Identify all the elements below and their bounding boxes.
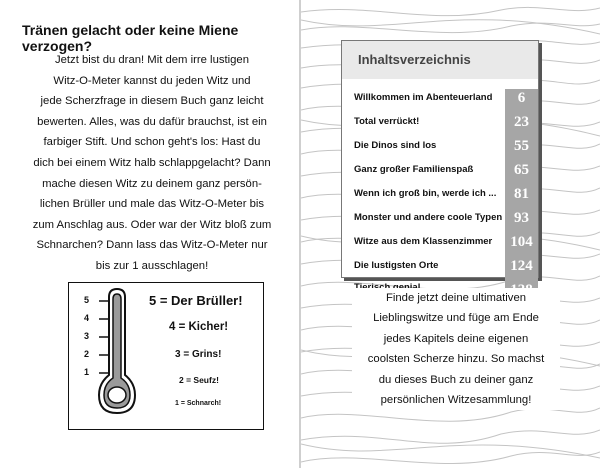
intro-line: bewerten. Alles, was du dafür brauchst, ist ein xyxy=(37,115,267,128)
toc-entry: Ganz großer Familienspaß xyxy=(354,164,474,175)
meter-tick-label: 5 xyxy=(84,295,90,305)
meter-level-3: 3 = Grins! xyxy=(175,349,222,360)
outro-text xyxy=(352,288,560,410)
intro-line: farbiger Stift. Und schon geht's los: Hast du xyxy=(43,136,261,149)
outro-line: coolsten Scherze hinzu. So machst xyxy=(367,353,545,366)
intro-line: mache diesen Witz zu deinem ganz persön- xyxy=(42,177,262,190)
toc-entry: Witze aus dem Klassenzimmer xyxy=(354,236,493,247)
toc-entry: Willkommen im Abenteuerland xyxy=(354,92,493,103)
intro-line: zum Anschlag aus. Oder war der Witz bloß zum xyxy=(32,218,272,231)
intro-line: dich bei einem Witz halb schlappgelacht? Dann xyxy=(33,156,271,169)
outro-line: du dieses Buch zu deiner ganz xyxy=(378,373,534,386)
meter-tick-label: 2 xyxy=(84,349,90,359)
witz-o-meter-box xyxy=(68,282,264,430)
intro-line: bis zur 1 ausschlagen! xyxy=(95,259,209,272)
meter-tick-label: 4 xyxy=(84,313,90,323)
meter-level-4: 4 = Kicher! xyxy=(169,321,229,333)
toc-page-number: 104 xyxy=(510,234,533,250)
toc-header xyxy=(342,41,538,79)
toc-entry: Total verrückt! xyxy=(354,116,420,127)
meter-level-1: 1 = Schnarch! xyxy=(175,400,222,407)
toc-page-number: 65 xyxy=(514,162,529,178)
meter-level-5: 5 = Der Brüller! xyxy=(149,293,243,308)
toc-page-number: 23 xyxy=(514,114,529,130)
toc-page-number: 124 xyxy=(510,258,533,274)
meter-tick-label: 1 xyxy=(84,367,90,377)
intro-line: jede Scherzfrage in diesem Buch ganz leicht xyxy=(40,95,264,108)
toc-title: Inhaltsverzeichnis xyxy=(358,52,471,67)
toc-entry: Die lustigsten Orte xyxy=(354,260,439,271)
outro-line: Lieblingswitze und füge am Ende xyxy=(373,312,539,325)
outro-line: Finde jetzt deine ultimativen xyxy=(385,292,527,304)
toc-page-number: 93 xyxy=(514,210,529,226)
toc-entry: Wenn ich groß bin, werde ich ... xyxy=(354,188,497,199)
toc-page-number: 6 xyxy=(517,90,526,106)
page-title: Tränen gelacht oder keine Miene verzogen? xyxy=(22,22,239,54)
table-of-contents xyxy=(341,40,539,278)
outro-line: jedes Kapitels deine eigenen xyxy=(383,332,529,345)
meter-tick-label: 3 xyxy=(84,331,90,341)
toc-entry: Monster und andere coole Typen xyxy=(354,212,503,223)
intro-line: Witz-O-Meter kannst du jeden Witz und xyxy=(53,74,251,87)
intro-text xyxy=(24,50,280,277)
meter-level-2: 2 = Seufz! xyxy=(179,375,219,385)
intro-line: Jetzt bist du dran! Mit dem irre lustigen xyxy=(54,54,249,66)
outro-line: persönlichen Witzesammlung! xyxy=(380,394,532,407)
toc-page-number-column xyxy=(505,89,538,304)
toc-page-number: 81 xyxy=(514,186,529,202)
intro-line: Schnarchen? Dann lass das Witz-O-Meter nur xyxy=(36,239,268,252)
toc-page-number: 55 xyxy=(514,138,529,154)
intro-line: lichen Brüller und male das Witz-O-Meter bis xyxy=(39,198,265,211)
toc-entry: Die Dinos sind los xyxy=(354,140,437,151)
